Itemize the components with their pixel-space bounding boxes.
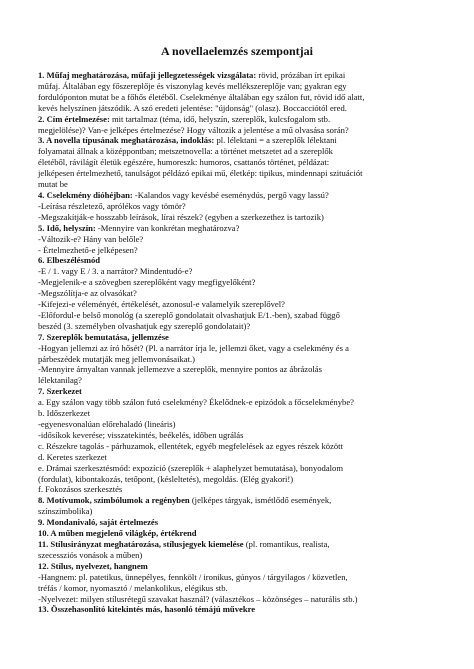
body-line: f. Fokozásos szerkesztés <box>38 484 123 495</box>
body-line: b. Időszerkezet <box>38 408 91 419</box>
body-line: (fordulat), kibontakozás, tetőpont, (késleltetés), megoldás. (Elég gyakori!) <box>38 473 294 484</box>
body-line: -Nyelvezet: milyen stílusrétegű szavakat használ? (választékos – közönséges – naturális stb.) <box>38 593 358 604</box>
body-line: -Előfordul-e belső monológ (a szereplő gondolatait olvashatjuk E/1.-ben), szabad függő <box>38 309 340 320</box>
section-heading: 12. Stílus, nyelvezet, hangnem <box>38 560 148 571</box>
section-text: -Mennyire van konkrétan meghatározva? <box>95 222 240 233</box>
section-label: 8. Motívumok, szimbólumok a regényben <box>38 495 190 506</box>
body-line: jelképesen értelmezhető, tanulságot példázó epikai mű, életkép: tipikus, mindennapi szituációt <box>38 168 363 179</box>
section-label: 1. Műfaj meghatározása, műfaji jellegzetességek vizsgálata: <box>38 70 257 80</box>
section-text: (jelképes tárgyak, ismétlődő események, <box>189 495 332 506</box>
body-line: e. Drámai szerkesztésmód: expozíció (szereplők + alaphelyzet bemutatása), bonyodalom <box>38 462 344 473</box>
body-line: folyamatai állnak a középpontban; metszetnovella: a történet metszetet ad a szereplők <box>38 146 333 157</box>
document-title: A novellaelemzés szempontjai <box>161 44 313 58</box>
section-heading: 7. Szerkezet <box>38 386 82 397</box>
body-line: -Hogyan jellemzi az író hősét? (Pl. a narrátor írja le, jellemzi őket, vagy a cselekmény és a <box>38 342 349 353</box>
section-line <box>38 135 436 146</box>
body-line: műfaj. Általában egy főszereplője és viszonylag kevés mellékszereplője van; gyakran egy <box>38 80 347 91</box>
body-line: szecessziós vonások a műben) <box>38 549 143 560</box>
body-line: -Mennyire árnyaltan vannak jellemezve a szereplők, mennyire pontos az ábrázolás <box>38 364 322 375</box>
body-line: párbeszédek mutatják meg jellemvonásaikat.) <box>38 353 196 364</box>
body-line: -Hangnem: pl. patetikus, ünnepélyes, fennkölt / ironikus, gúnyos / tárgyilagos / közvetlen, <box>38 571 348 582</box>
body-line: színszimbolika) <box>38 506 93 517</box>
body-line: -Megjelenik-e a szövegben szereplőként vagy megfigyelőként? <box>38 277 256 288</box>
section-line <box>38 223 436 234</box>
section-heading: 7. Szereplők bemutatása, jellemzése <box>38 331 169 342</box>
section-heading: 10. A műben megjelenő világkép, értékrend <box>38 528 197 539</box>
section-line <box>38 495 436 506</box>
section-line <box>38 190 436 201</box>
section-heading: 9. Mondanivaló, saját értelmezés <box>38 517 159 528</box>
body-line: kevés helyszínen játszódik. A szó eredeti jelentése: "újdonság" (olasz). Boccacciótól ered. <box>38 102 347 113</box>
section-label: 4. Cselekmény dióhéjban: <box>38 189 133 200</box>
section-text: (pl. romantikus, realista, <box>243 538 330 549</box>
document-body <box>38 44 436 615</box>
section-label: 5. Idő, helyszín: <box>38 222 96 233</box>
section-line <box>38 70 436 81</box>
section-text: -Kalandos vagy kevésbé eseménydús, pergő vagy lassú? <box>132 189 329 200</box>
section-label: 3. A novella típusának meghatározása, indoklás: <box>38 135 215 146</box>
body-line: c. Részekre tagolás - párhuzamok, ellentétek, egyéb megfelelések az egyes részek között <box>38 440 343 451</box>
section-label: 2. Cím értelmezése: <box>38 113 110 124</box>
section-line <box>38 114 436 125</box>
body-line: -egyenesvonalúan előrehaladó (lineáris) <box>38 419 176 429</box>
body-line: fordulóponton mutat be a főhős életéből. Cselekménye általában egy szálon fut, rövid idő alatt, <box>38 91 365 102</box>
body-line: -E / 1. vagy E / 3. a narrátor? Mindentudó-e? <box>38 266 193 277</box>
body-line: beszéd (3. személyben olvashatjuk egy szereplő gondolatait)? <box>38 320 251 331</box>
body-line: - Értelmezhető-e jelképesen? <box>38 244 138 255</box>
body-line: -Kifejezi-e véleményét, értékelését, azonosul-e valamelyik szereplővel? <box>38 299 285 310</box>
section-label: 11. Stílusirányzat meghatározása, stílusjegyek kiemelése <box>38 538 244 549</box>
body-line: d. Keretes szerkezet <box>38 451 107 462</box>
section-heading: 13. Összehasonlító kitekintés más, hasonló témájú művekre <box>38 604 256 615</box>
section-line <box>38 539 436 550</box>
body-line: tréfás / komor, nyomasztó / melankolikus, elégikus stb. <box>38 582 228 593</box>
section-heading: 6. Elbeszélésmód <box>38 255 101 266</box>
body-line: -Változik-e? Hány van belőle? <box>38 233 144 244</box>
body-line: megjelölése)? Van-e jelképes értelmezése? Hogy változik a jelentése a mű olvasása során? <box>38 124 349 135</box>
section-text: pl. lélektani = a szereplők lélektani <box>214 135 337 146</box>
body-line: -Megszólítja-e az olvasókat? <box>38 288 137 299</box>
body-line: -Megszakítják-e hosszabb leírások, lírai részek? (egyben a szerkezethez is tartozik) <box>38 211 324 222</box>
body-line: életéből, rávilágít életük egészére, humoreszk: humoros, csattanós történet, példázat: <box>38 157 330 168</box>
body-line: -idősíkok keverése; visszatekintés, beékelés, időben ugrálás <box>38 429 244 440</box>
section-text: mit tartalmaz (téma, idő, helyszín, szereplők, kulcsfogalom stb. <box>109 113 331 124</box>
body-line: a. Egy szálon vagy több szálon futó cselekmény? Ékelődnek-e epizódok a főcselekménybe? <box>38 397 354 408</box>
body-line: -Leírása részletező, aprólékos vagy tömör? <box>38 200 186 211</box>
body-line: mutat be <box>38 179 68 190</box>
body-line: lélektanilag? <box>38 375 82 386</box>
section-text: rövid, prózában írt epikai <box>256 70 346 80</box>
